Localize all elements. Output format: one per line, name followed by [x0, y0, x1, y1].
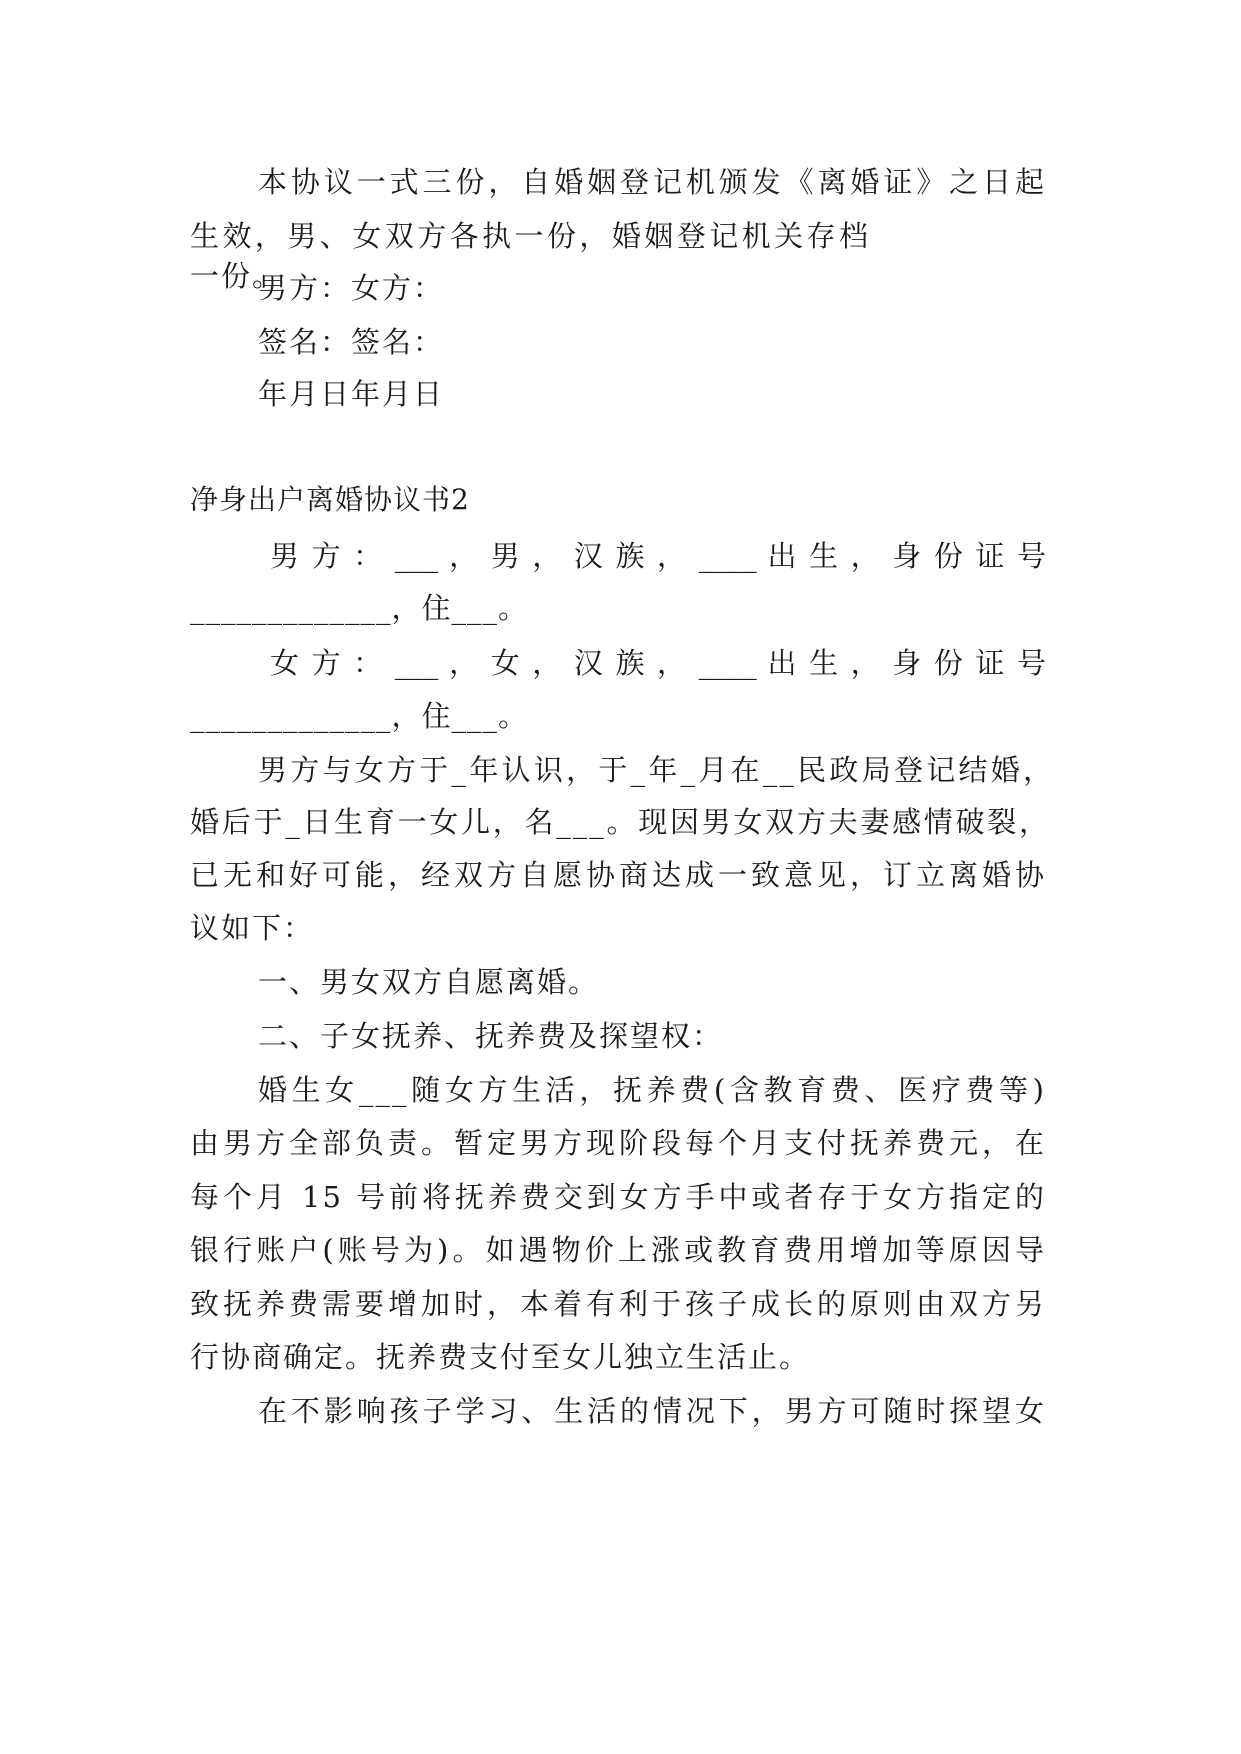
paragraph-line: 男方与女方于_年认识，于_年_月在__民政局登记结婚， [258, 753, 1054, 787]
signature-names: 签名：签名： [258, 325, 445, 359]
signature-dates: 年月日年月日 [258, 377, 445, 411]
paragraph-line: 致抚养费需要增加时，本着有利于孩子成长的原则由双方另 [190, 1287, 1046, 1321]
paragraph-line: 本协议一式三份，自婚姻登记机颁发《离婚证》之日起 [258, 165, 1046, 199]
female-party-line: 女 方 ： ___ ， 女 ， 汉 族 ， ____ 出 生 ， 身 份 证 号 [270, 646, 1046, 680]
paragraph-line: 婚后于_日生育一女儿，名___。现因男女双方夫妻感情破裂， [190, 805, 1050, 839]
clause-2: 二、子女抚养、抚养费及探望权： [258, 1019, 724, 1053]
paragraph-line: 行协商确定。抚养费支付至女儿独立生活止。 [190, 1340, 811, 1374]
signature-parties: 男方：女方： [258, 271, 445, 305]
paragraph-line: 已无和好可能，经双方自愿协商达成一致意见，订立离婚协 [190, 858, 1046, 892]
male-party-line: 男 方 ： ___ ， 男 ， 汉 族 ， ____ 出 生 ， 身 份 证 号 [270, 539, 1046, 573]
paragraph-line: 在不影响孩子学习、生活的情况下，男方可随时探望女 [258, 1394, 1046, 1428]
paragraph-line: 由男方全部负责。暂定男方现阶段每个月支付抚养费元，在 [190, 1126, 1046, 1160]
clause-1: 一、男女双方自愿离婚。 [258, 965, 600, 999]
paragraph-line: 议如下： [190, 911, 315, 945]
paragraph-line: 生效，男、女双方各执一份，婚姻登记机关存档一份。 [190, 219, 870, 293]
document-title: 净身出户离婚协议书2 [190, 483, 470, 516]
paragraph-line: 婚生女___随女方生活，抚养费(含教育费、医疗费等) [258, 1073, 1046, 1107]
paragraph-line: 银行账户(账号为)。如遇物价上涨或教育费用增加等原因导 [190, 1233, 1046, 1267]
paragraph-line: 每个月 15 号前将抚养费交到女方手中或者存于女方指定的 [190, 1180, 1046, 1214]
male-party-line: _____________，住___。 [190, 591, 529, 625]
female-party-line: _____________，住___。 [190, 699, 529, 733]
